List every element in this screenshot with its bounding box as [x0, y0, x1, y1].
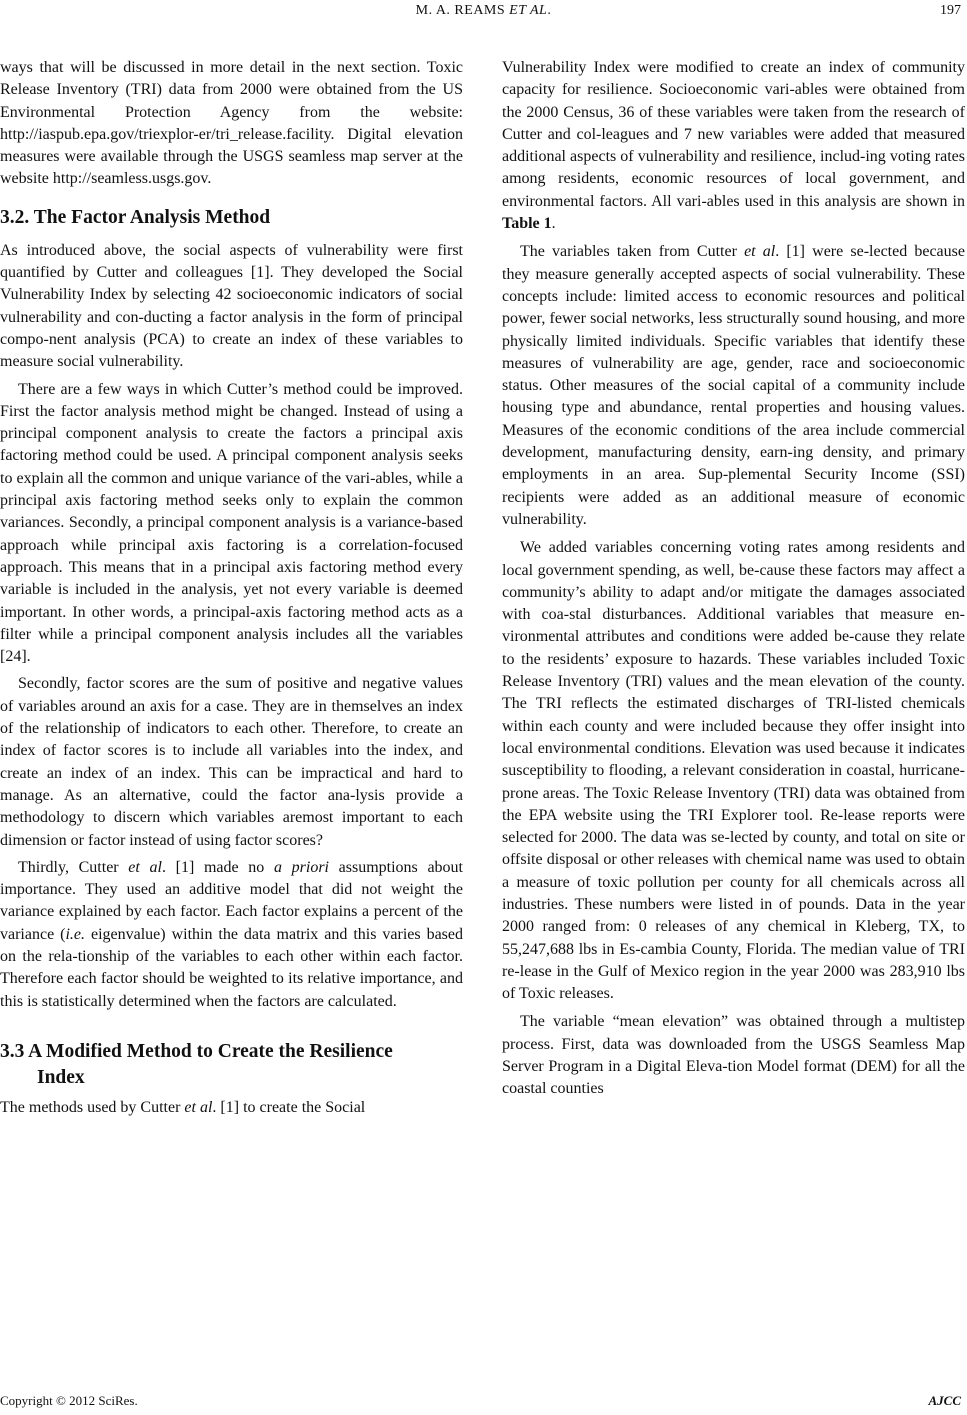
- text-run: assumptions about importance. They used an additive model that did not weight the variance explained by each factor. Each factor explains a percent of the variance (: [0, 858, 463, 943]
- paragraph-factor-analysis-3: Secondly, factor scores are the sum of positive and negative values of variables around an axis for a case. They are in themselves an index of the relationship of indicators to each other. Therefore, to create an index of factor scores is to include all variables into the index, and create an index of an index. This can be impractical and hard to manage. As an alternative, could the factor ana-lysis provide a methodology to discern which variables aremost important to each dimension or factor instead of using factor scores?: [0, 675, 463, 849]
- text-run: . [1] made no: [161, 858, 274, 876]
- section-heading-3-3: [0, 1039, 463, 1091]
- text-run: Vulnerability Index were modified to create an index of community capacity for resilience. Socioeconomic vari-ables were obtained from the 2000 Census, 36 of these variables were taken from the research of Cutter and col-leagues and 7 new variables were added that measured additional aspects of vulnerability and resilience, includ-ing voting rates among residents, economic resources of local government, and environmental factors. All vari-ables used in this analysis are shown in: [502, 59, 965, 210]
- right-column: [502, 57, 965, 1101]
- paragraph-factor-analysis-4: [0, 857, 463, 1013]
- paragraph-resilience-index: [502, 57, 965, 235]
- text-run: .: [551, 215, 556, 233]
- italic-et-al: et al: [184, 1098, 213, 1116]
- text-run: . [1] were se-lected because they measure generally accepted aspects of social vulnerability. These concepts include: limited access to economic resources and political power, fewer social networks, less structurally sound housing, and more physically limited individuals. Specific variables that identify these measures of vulnerability are age, gender, race and socioeconomic status. Other measures of the social capital of a community include housing type and abundance, rental properties and housing values. Measures of the economic conditions of the area include commercial development, manufacturing density, earn-ing density, and primary employments in an area. Sup-plemental Security Income (SSI) recipients were added as an additional measure of economic vulnerability.: [502, 243, 965, 528]
- italic-et-al: et al: [128, 858, 162, 876]
- heading-line-2: Index: [37, 1066, 85, 1088]
- header-et-al: ET AL: [509, 3, 548, 18]
- header-author: M. A. REAMS: [415, 3, 506, 18]
- italic-a-priori: a priori: [273, 858, 329, 876]
- text-run: eigenvalue) within the data matrix and this varies based on the rela-tionship of the variables to each other within each factor. Therefore each factor should be weighted to its relative importance, and this is statistically determined when the factors are calculated.: [0, 925, 463, 1010]
- paragraph-mean-elevation: The variable “mean elevation” was obtained through a multistep process. First, data was downloaded from the USGS Seamless Map Server Program in a Digital Eleva-tion Model format (DEM) for all the coastal counties: [502, 1013, 965, 1098]
- text-run: Thirdly, Cutter: [18, 858, 129, 876]
- heading-line-1: 3.3 A Modified Method to Create the Resilience: [0, 1040, 393, 1062]
- page-number: 197: [940, 3, 961, 18]
- paragraph-factor-analysis-2: There are a few ways in which Cutter’s method could be improved. First the factor analysis method might be changed. Instead of using a principal component analysis to create the factors a principal axis factoring method could be used. A principal component analysis seeks to explain all the common and unique variance of the vari-ables, while a principal axis factoring method seeks only to explain the common variances. Secondly, a principal component analysis is a variance-based approach while principal axis factoring is a correlation-focused approach. This means that in a principal axis factoring method every variable is included in the analysis, yet not every variable is deemed important. In other words, a principal-axis factoring method acts as a filter while a principal component analysis includes all the variables [24].: [0, 380, 463, 666]
- running-title: [0, 3, 967, 19]
- italic-ie: i.e.: [65, 925, 86, 943]
- paragraph-factor-analysis-1: As introduced above, the social aspects of vulnerability were first quantified by Cutter and colleagues [1]. They developed the Social Vulnerability Index by selecting 42 socioeconomic indicators of social vulnerability and con-ducting a factor analysis in the form of principal compo-nent analysis (PCA) to create an index of these variables to measure social vulnerability.: [0, 241, 463, 371]
- paragraph-modified-method: [0, 1097, 463, 1119]
- footer-journal: AJCC: [928, 1393, 961, 1408]
- footer-copyright: Copyright © 2012 SciRes.: [0, 1393, 138, 1408]
- text-run: The variables taken from Cutter: [520, 243, 745, 261]
- text-run: The methods used by Cutter: [0, 1098, 185, 1116]
- section-heading-3-2: 3.2. The Factor Analysis Method: [0, 206, 271, 228]
- left-column: [0, 57, 463, 1119]
- paragraph-variables-selected: [502, 241, 965, 531]
- header-dot: .: [547, 3, 552, 18]
- paragraph-intro: ways that will be discussed in more detail in the next section. Toxic Release Inventory (TRI) data from 2000 were obtained from the US Environmental Protection Agency from the website: http://iaspub.epa.gov/triexplor-er/tri_release.facility. Digital elevation measures were available through the USGS seamless map server at the website http://seamless.usgs.gov.: [0, 59, 463, 188]
- italic-et-al: et al: [744, 243, 776, 261]
- paragraph-added-variables: We added variables concerning voting rates among residents and local government spending, as well, be-cause these factors may affect a community’s ability to adapt and/or mitigate the damages associated with coa-stal disturbances. Additional variables that measure en-vironmental attributes and conditions were added be-cause they relate to the residents’ exposure to hazards. These variables included Toxic Release Inventory (TRI) values and the mean elevation of the county. The TRI reflects the estimated discharges of TRI-listed chemicals within each county and were included because they offer insight into local environmental conditions. Elevation was used because it indicates susceptibility to flooding, a relevant consideration in coastal, hurricane-prone areas. The Toxic Release Inventory (TRI) data was obtained from the EPA website using the TRI Explorer tool. Re-lease reports were selected for 2000. The data was se-lected by county, and total on site or offsite disposal or other releases with chemical name was used to obtain a measure of toxic pollution per county for all chemicals across all industries. These numbers were listed in of pounds. Data in the year 2000 ranged from: 0 releases of any chemical in Kleberg, TX, to 55,247,688 lbs in Es-cambia County, Florida. The median value of TRI re-lease in the Gulf of Mexico region in the year 2000 was 283,910 lbs of Toxic releases.: [502, 539, 965, 1003]
- text-run: . [1] to create the Social: [212, 1098, 366, 1116]
- page-header: [0, 0, 967, 28]
- table-reference: Table 1: [502, 215, 552, 233]
